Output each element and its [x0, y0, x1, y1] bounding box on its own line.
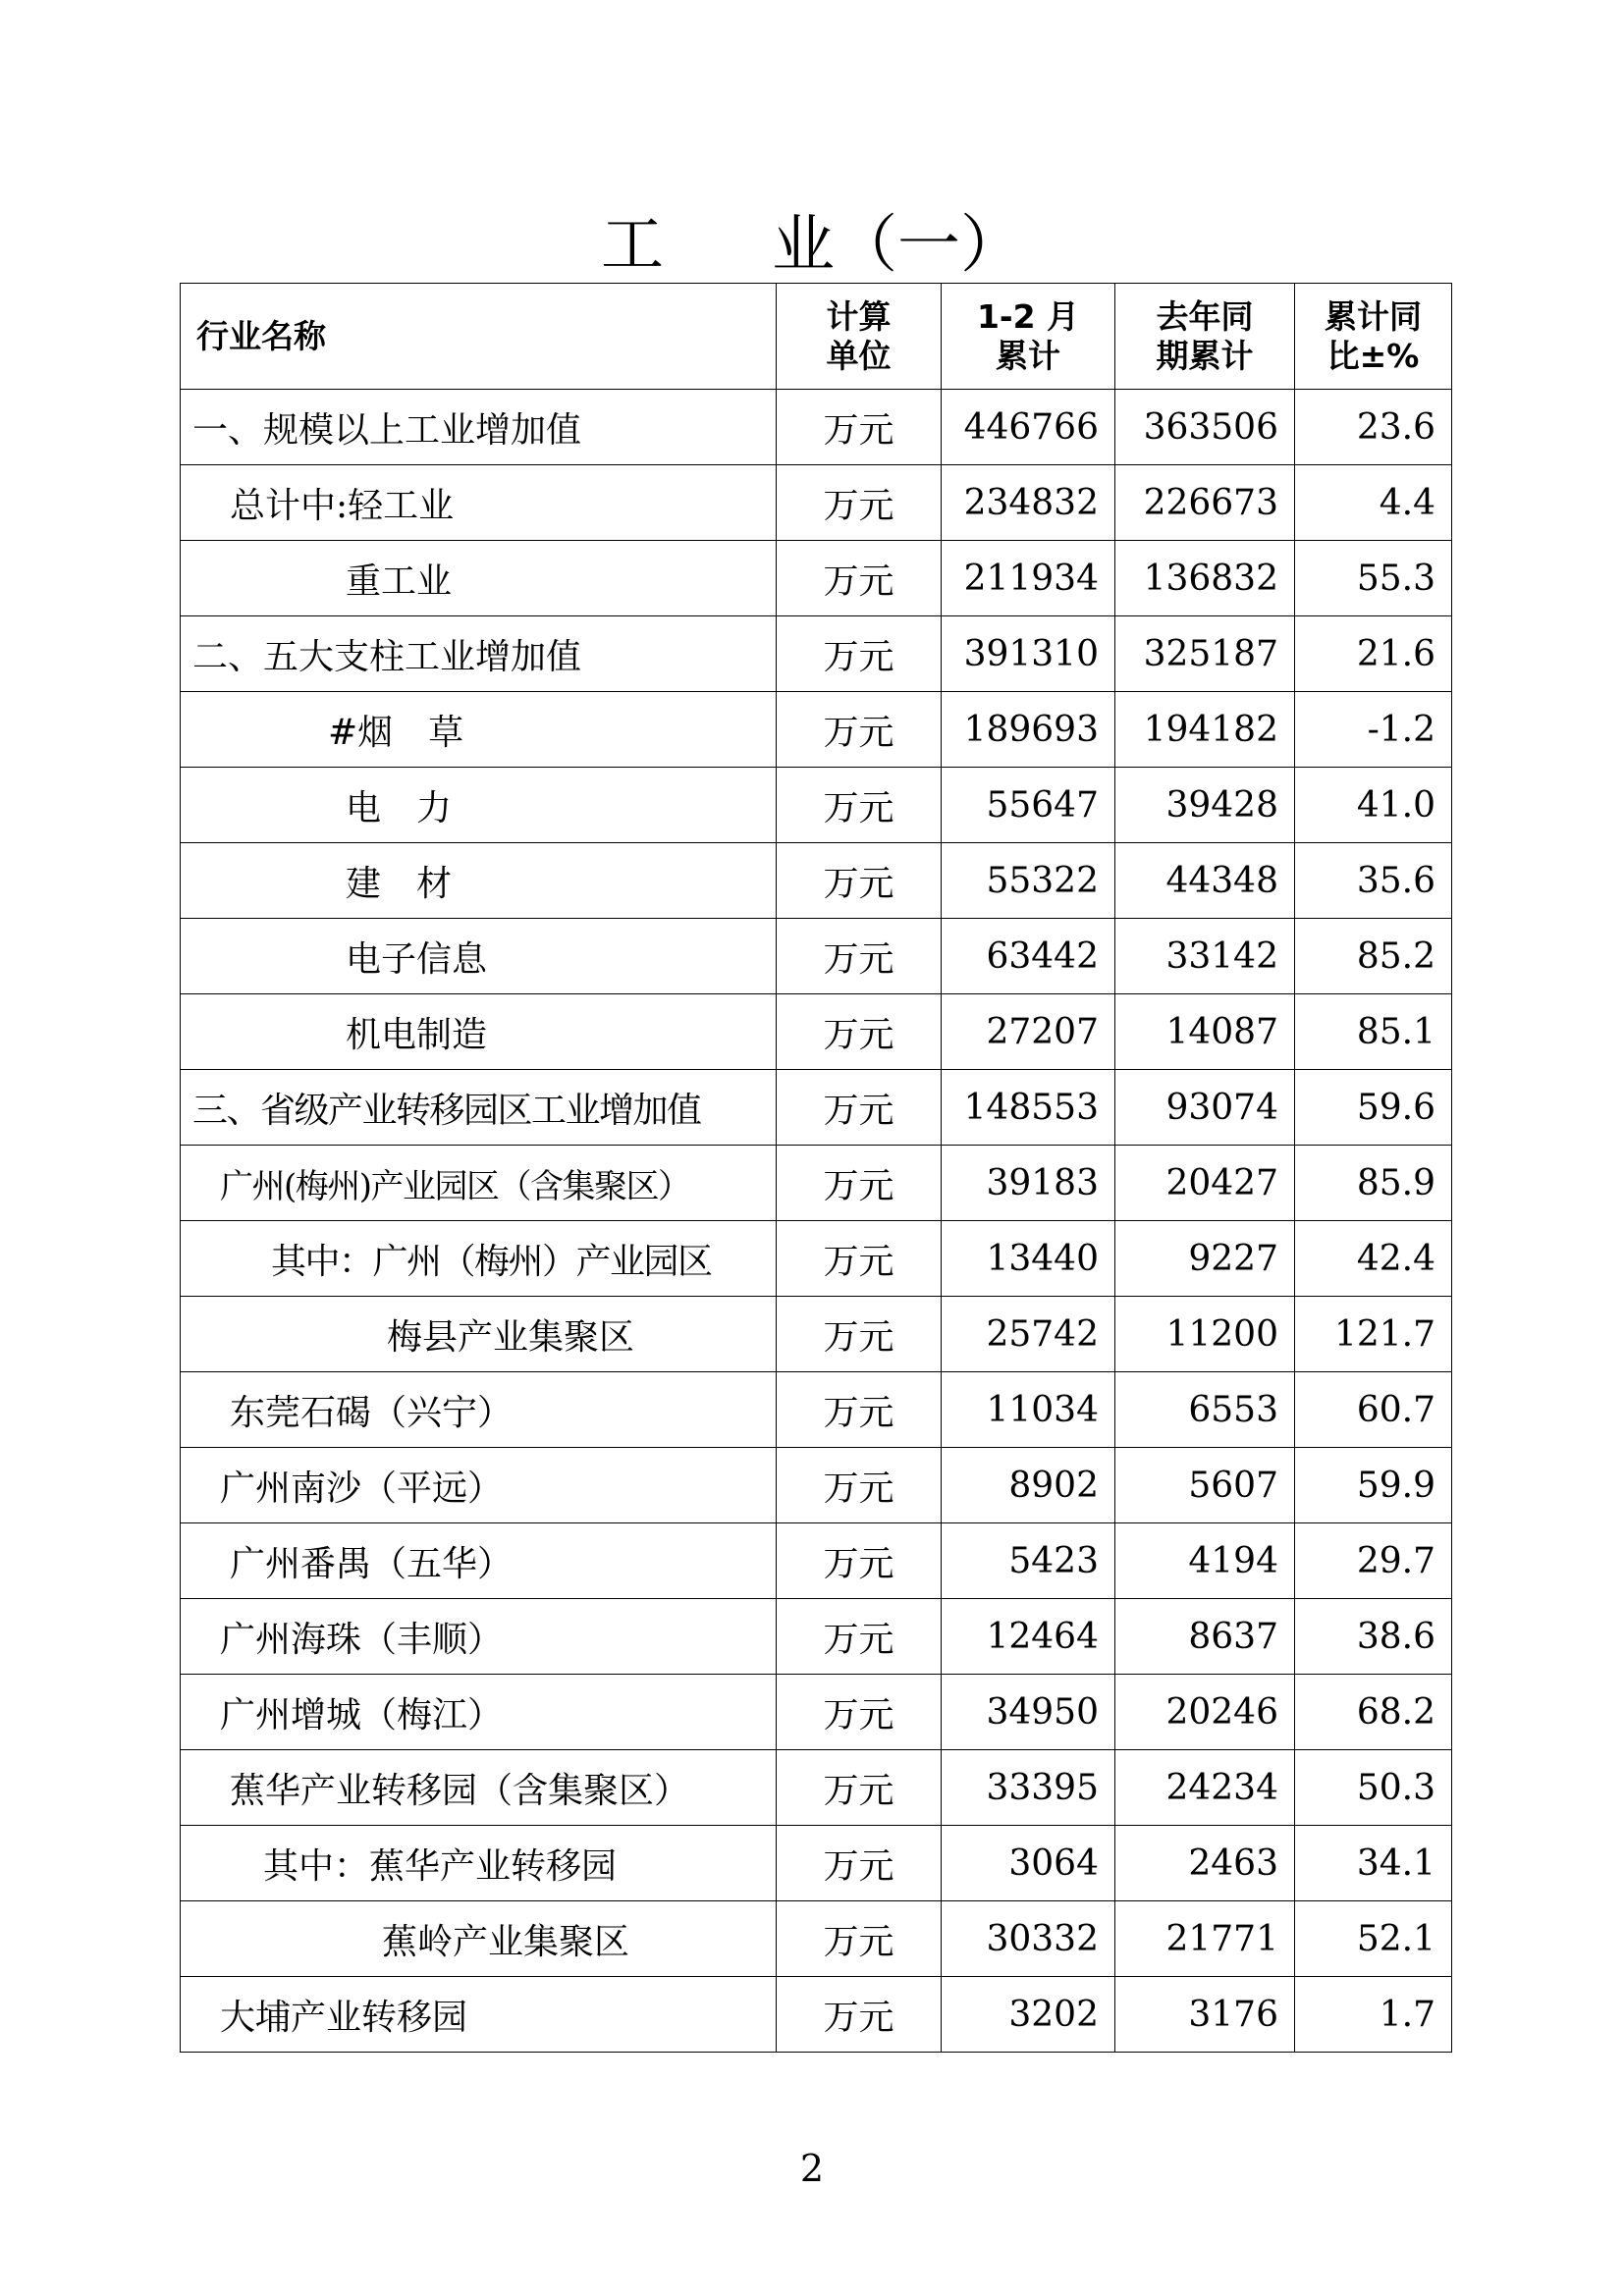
header-name: 行业名称 [181, 284, 777, 390]
row-unit: 万元 [777, 465, 942, 541]
row-yoy: 85.1 [1295, 994, 1452, 1070]
row-name: 广州海珠（丰顺） [181, 1599, 777, 1675]
row-unit: 万元 [777, 1599, 942, 1675]
row-yoy: 23.6 [1295, 390, 1452, 465]
row-name: 一、规模以上工业增加值 [181, 390, 777, 465]
row-previous: 14087 [1115, 994, 1295, 1070]
row-previous: 33142 [1115, 919, 1295, 994]
table-row [181, 1221, 1452, 1297]
row-unit: 万元 [777, 1901, 942, 1977]
row-name: 二、五大支柱工业增加值 [181, 616, 777, 692]
row-current: 211934 [942, 541, 1115, 616]
row-name: 机电制造 [181, 994, 777, 1070]
row-current: 11034 [942, 1372, 1115, 1448]
row-previous: 21771 [1115, 1901, 1295, 1977]
row-yoy: 121.7 [1295, 1297, 1452, 1372]
row-previous: 363506 [1115, 390, 1295, 465]
row-name: 三、省级产业转移园区工业增加值 [181, 1070, 777, 1146]
row-unit: 万元 [777, 390, 942, 465]
row-previous: 9227 [1115, 1221, 1295, 1297]
row-name: #烟 草 [181, 692, 777, 768]
row-previous: 20427 [1115, 1146, 1295, 1221]
row-unit: 万元 [777, 1826, 942, 1901]
row-yoy: 21.6 [1295, 616, 1452, 692]
table-row [181, 1675, 1452, 1750]
row-current: 33395 [942, 1750, 1115, 1826]
header-previous-line2: 期累计 [1156, 336, 1254, 375]
table-row [181, 1146, 1452, 1221]
row-current: 12464 [942, 1599, 1115, 1675]
row-yoy: 52.1 [1295, 1901, 1452, 1977]
row-name: 重工业 [181, 541, 777, 616]
title-part-1: 工 [601, 209, 664, 282]
row-current: 13440 [942, 1221, 1115, 1297]
row-current: 189693 [942, 692, 1115, 768]
row-unit: 万元 [777, 1977, 942, 2053]
row-name: 广州增城（梅江） [181, 1675, 777, 1750]
table-row [181, 843, 1452, 919]
row-current: 25742 [942, 1297, 1115, 1372]
table-row [181, 1599, 1452, 1675]
header-unit-line2: 单位 [826, 336, 892, 375]
row-yoy: -1.2 [1295, 692, 1452, 768]
row-unit: 万元 [777, 919, 942, 994]
row-name: 蕉华产业转移园（含集聚区） [181, 1750, 777, 1826]
row-unit: 万元 [777, 994, 942, 1070]
row-name: 其中：广州（梅州）产业园区 [181, 1221, 777, 1297]
row-yoy: 55.3 [1295, 541, 1452, 616]
row-current: 27207 [942, 994, 1115, 1070]
row-name: 梅县产业集聚区 [181, 1297, 777, 1372]
row-name: 广州(梅州)产业园区（含集聚区） [181, 1146, 777, 1221]
table-row [181, 1901, 1452, 1977]
row-previous: 194182 [1115, 692, 1295, 768]
row-previous: 8637 [1115, 1599, 1295, 1675]
row-previous: 24234 [1115, 1750, 1295, 1826]
row-previous: 93074 [1115, 1070, 1295, 1146]
row-yoy: 35.6 [1295, 843, 1452, 919]
header-unit-line1: 计算 [826, 296, 892, 336]
row-unit: 万元 [777, 692, 942, 768]
row-name: 广州番禺（五华） [181, 1523, 777, 1599]
row-current: 34950 [942, 1675, 1115, 1750]
table-row [181, 1523, 1452, 1599]
row-current: 39183 [942, 1146, 1115, 1221]
row-previous: 11200 [1115, 1297, 1295, 1372]
table-row [181, 390, 1452, 465]
row-name: 总计中:轻工业 [181, 465, 777, 541]
row-yoy: 59.9 [1295, 1448, 1452, 1523]
header-current-line2: 累计 [996, 336, 1060, 375]
row-previous: 136832 [1115, 541, 1295, 616]
row-yoy: 34.1 [1295, 1826, 1452, 1901]
row-previous: 226673 [1115, 465, 1295, 541]
row-yoy: 38.6 [1295, 1599, 1452, 1675]
row-unit: 万元 [777, 1448, 942, 1523]
row-previous: 325187 [1115, 616, 1295, 692]
row-current: 63442 [942, 919, 1115, 994]
header-current-line1: 1-2 月 [976, 296, 1080, 336]
row-name: 广州南沙（平远） [181, 1448, 777, 1523]
row-name: 大埔产业转移园 [181, 1977, 777, 2053]
table-row [181, 1977, 1452, 2053]
row-previous: 5607 [1115, 1448, 1295, 1523]
page-title [0, 201, 1624, 290]
table-row [181, 1448, 1452, 1523]
row-yoy: 42.4 [1295, 1221, 1452, 1297]
row-name: 东莞石碣（兴宁） [181, 1372, 777, 1448]
row-unit: 万元 [777, 1675, 942, 1750]
row-name: 电子信息 [181, 919, 777, 994]
row-unit: 万元 [777, 1523, 942, 1599]
row-name: 其中：蕉华产业转移园 [181, 1826, 777, 1901]
row-name: 电 力 [181, 768, 777, 843]
row-yoy: 1.7 [1295, 1977, 1452, 2053]
row-previous: 6553 [1115, 1372, 1295, 1448]
table-row [181, 1372, 1452, 1448]
row-previous: 20246 [1115, 1675, 1295, 1750]
row-unit: 万元 [777, 1372, 942, 1448]
row-yoy: 68.2 [1295, 1675, 1452, 1750]
row-unit: 万元 [777, 843, 942, 919]
row-name: 建 材 [181, 843, 777, 919]
row-current: 55322 [942, 843, 1115, 919]
row-current: 148553 [942, 1070, 1115, 1146]
row-unit: 万元 [777, 1750, 942, 1826]
row-yoy: 59.6 [1295, 1070, 1452, 1146]
row-yoy: 85.9 [1295, 1146, 1452, 1221]
header-current [942, 284, 1115, 390]
row-current: 446766 [942, 390, 1115, 465]
row-previous: 2463 [1115, 1826, 1295, 1901]
table-row [181, 616, 1452, 692]
row-unit: 万元 [777, 1146, 942, 1221]
row-current: 391310 [942, 616, 1115, 692]
table-row [181, 919, 1452, 994]
row-yoy: 85.2 [1295, 919, 1452, 994]
table-row [181, 768, 1452, 843]
row-current: 8902 [942, 1448, 1115, 1523]
header-row [181, 284, 1452, 390]
row-unit: 万元 [777, 616, 942, 692]
row-current: 55647 [942, 768, 1115, 843]
table-row [181, 1297, 1452, 1372]
row-yoy: 50.3 [1295, 1750, 1452, 1826]
row-previous: 3176 [1115, 1977, 1295, 2053]
row-yoy: 60.7 [1295, 1372, 1452, 1448]
header-yoy [1295, 284, 1452, 390]
header-previous [1115, 284, 1295, 390]
table-row [181, 1826, 1452, 1901]
row-unit: 万元 [777, 768, 942, 843]
row-previous: 4194 [1115, 1523, 1295, 1599]
table-row [181, 465, 1452, 541]
page-number: 2 [799, 2147, 825, 2190]
row-previous: 44348 [1115, 843, 1295, 919]
row-current: 30332 [942, 1901, 1115, 1977]
header-unit [777, 284, 942, 390]
row-current: 5423 [942, 1523, 1115, 1599]
header-yoy-line2: 比±% [1326, 336, 1420, 375]
table-row [181, 1070, 1452, 1146]
row-yoy: 29.7 [1295, 1523, 1452, 1599]
row-current: 3064 [942, 1826, 1115, 1901]
table-row [181, 994, 1452, 1070]
row-unit: 万元 [777, 1221, 942, 1297]
header-yoy-line1: 累计同 [1325, 296, 1422, 336]
row-unit: 万元 [777, 1297, 942, 1372]
row-name: 蕉岭产业集聚区 [181, 1901, 777, 1977]
row-previous: 39428 [1115, 768, 1295, 843]
table-row [181, 692, 1452, 768]
title-part-2: 业（一） [772, 209, 1023, 282]
row-yoy: 41.0 [1295, 768, 1452, 843]
industry-table [180, 283, 1452, 2053]
header-previous-line1: 去年同 [1156, 296, 1254, 336]
row-current: 234832 [942, 465, 1115, 541]
table-row [181, 541, 1452, 616]
row-unit: 万元 [777, 1070, 942, 1146]
row-unit: 万元 [777, 541, 942, 616]
row-yoy: 4.4 [1295, 465, 1452, 541]
table-row [181, 1750, 1452, 1826]
row-current: 3202 [942, 1977, 1115, 2053]
